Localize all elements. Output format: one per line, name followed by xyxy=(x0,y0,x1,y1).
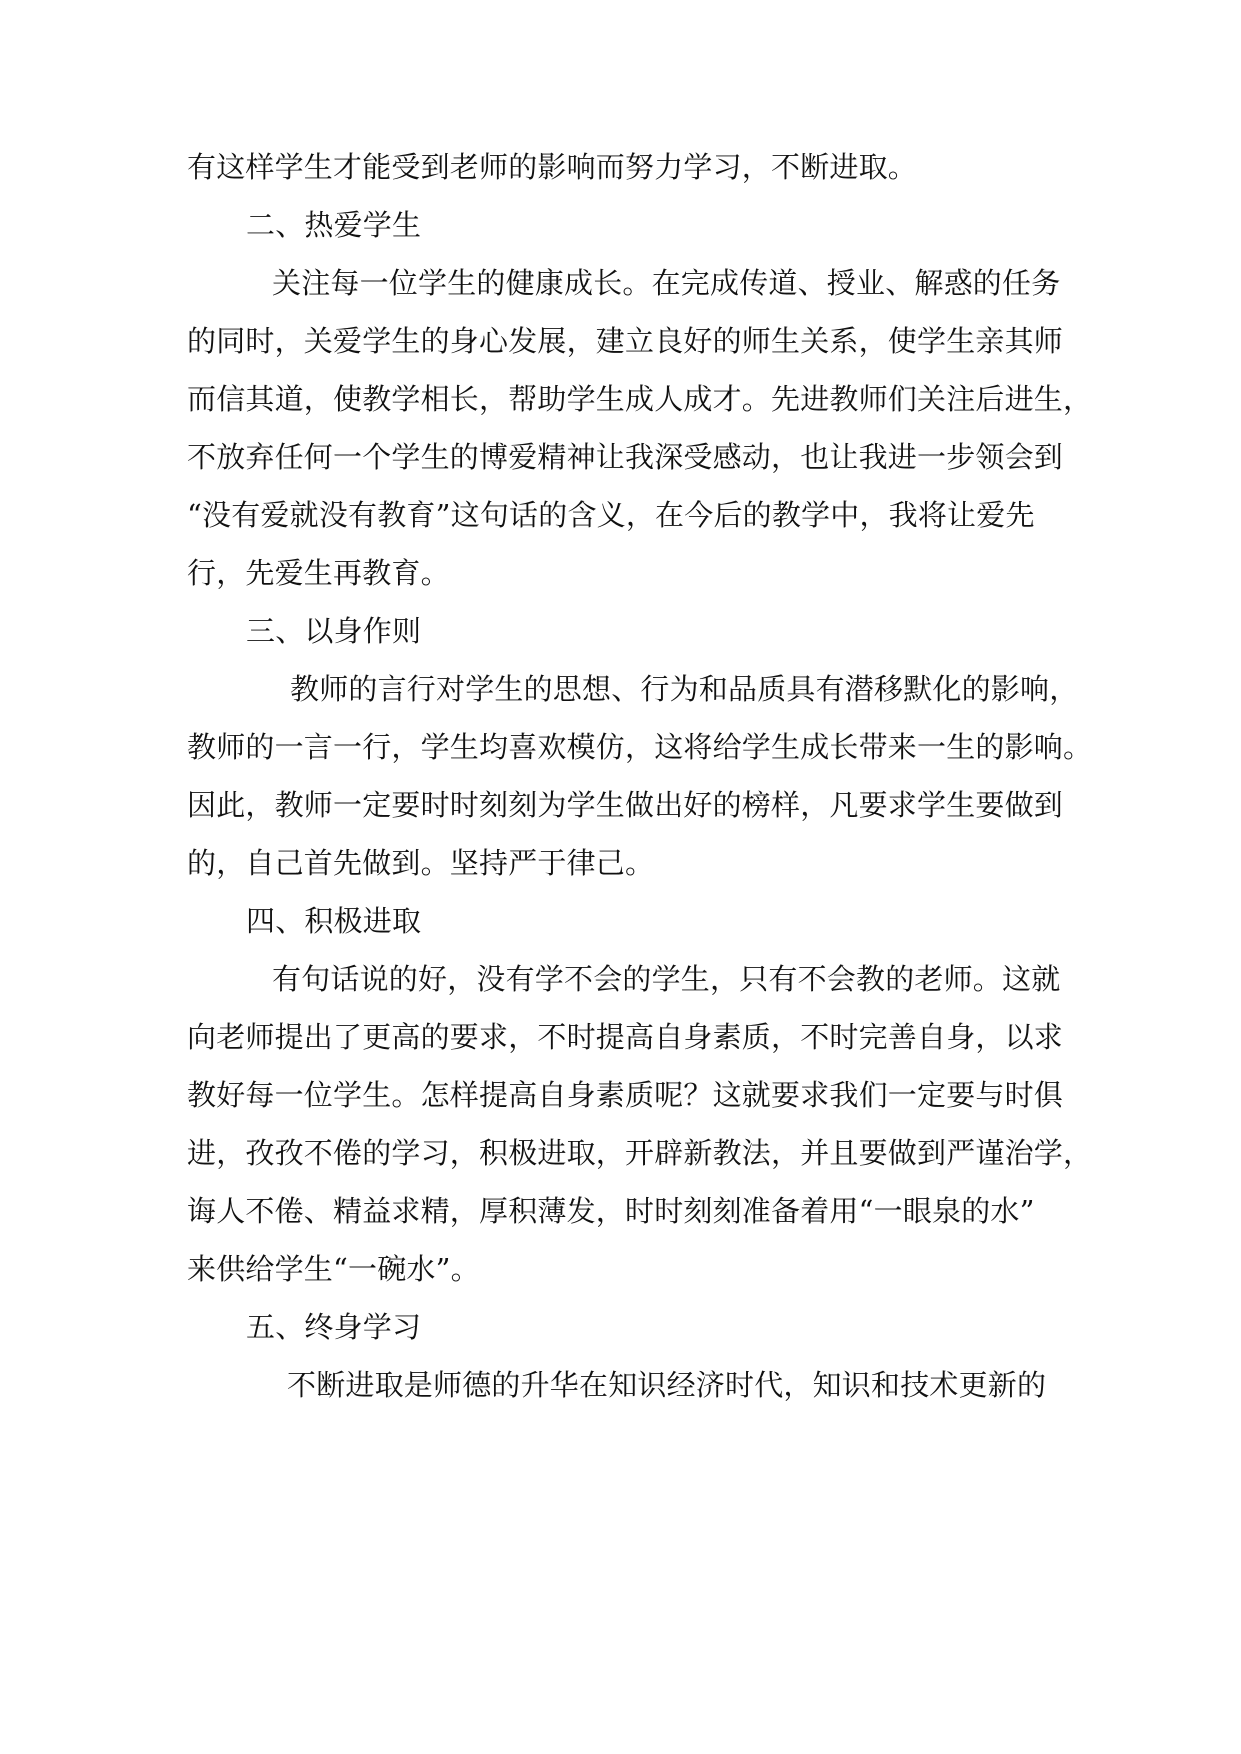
body-text-line: 而信其道，使教学相长，帮助学生成人成才。先进教师们关注后进生， xyxy=(187,382,1093,416)
section-heading: 四、积极进取 xyxy=(246,904,422,938)
body-text-line: 因此，教师一定要时时刻刻为学生做出好的榜样，凡要求学生要做到 xyxy=(187,788,1064,822)
body-text-line: 教师的言行对学生的思想、行为和品质具有潜移默化的影响， xyxy=(290,672,1079,706)
section-heading: 三、以身作则 xyxy=(246,614,422,648)
section-heading: 五、终身学习 xyxy=(246,1310,422,1344)
body-text-line: 进，孜孜不倦的学习，积极进取，开辟新教法，并且要做到严谨治学， xyxy=(187,1136,1093,1170)
body-text-line: “没有爱就没有教育”这句话的含义，在今后的教学中，我将让爱先 xyxy=(187,498,1035,532)
body-text-line: 不断进取是师德的升华在知识经济时代，知识和技术更新的 xyxy=(287,1368,1047,1402)
body-text-line: 向老师提出了更高的要求，不时提高自身素质，不时完善自身，以求 xyxy=(187,1020,1064,1054)
body-text-line: 来供给学生“一碗水”。 xyxy=(187,1252,480,1286)
body-text-line: 不放弃任何一个学生的博爱精神让我深受感动，也让我进一步领会到 xyxy=(187,440,1064,474)
body-text-line: 有句话说的好，没有学不会的学生，只有不会教的老师。这就 xyxy=(272,962,1061,996)
body-text-line: 有这样学生才能受到老师的影响而努力学习，不断进取。 xyxy=(187,150,918,184)
body-text-line: 的同时，关爱学生的身心发展，建立良好的师生关系，使学生亲其师 xyxy=(187,324,1064,358)
body-text-line: 诲人不倦、精益求精，厚积薄发，时时刻刻准备着用“一眼泉的水” xyxy=(187,1194,1035,1228)
body-text-line: 的，自己首先做到。坚持严于律己。 xyxy=(187,846,655,880)
body-text-line: 关注每一位学生的健康成长。在完成传道、授业、解惑的任务 xyxy=(272,266,1061,300)
body-text-line: 教好每一位学生。怎样提高自身素质呢？这就要求我们一定要与时俱 xyxy=(187,1078,1064,1112)
section-heading: 二、热爱学生 xyxy=(246,208,422,242)
body-text-line: 教师的一言一行，学生均喜欢模仿，这将给学生成长带来一生的影响。 xyxy=(187,730,1093,764)
body-text-line: 行，先爱生再教育。 xyxy=(187,556,450,590)
